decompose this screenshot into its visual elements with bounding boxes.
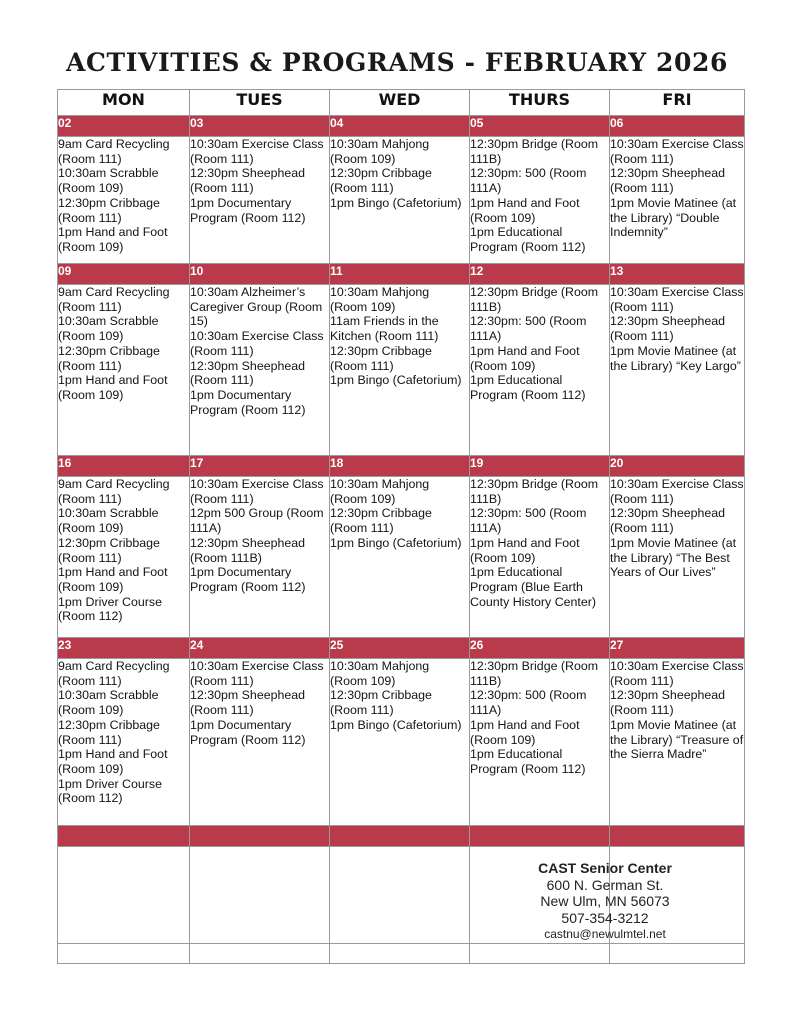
event-item: 10:30am Exercise Class (Room 111) <box>190 659 324 688</box>
date-number: 20 <box>610 456 745 477</box>
event-item: 12:30pm Cribbage (Room 111) <box>58 343 160 373</box>
event-item: 10:30am Exercise Class (Room 111) <box>610 477 744 506</box>
event-item: 1pm Driver Course (Room 112) <box>58 776 162 806</box>
day-cell <box>330 659 470 826</box>
day-cell <box>610 659 745 826</box>
weekday-fri: FRI <box>610 90 745 116</box>
event-item: 12:30pm Cribbage (Room 111) <box>330 688 432 718</box>
date-number: 06 <box>610 116 745 137</box>
event-item: 1pm Hand and Foot (Room 109) <box>470 195 580 225</box>
event-item: 1pm Educational Program (Room 112) <box>470 373 586 402</box>
event-item: 12:30pm Sheephead (Room 111) <box>190 358 306 388</box>
date-number: 04 <box>330 116 470 137</box>
event-item: 11am Friends in the Kitchen (Room 111) <box>330 314 439 344</box>
event-item: 12:30pm Sheephead (Room 111) <box>610 166 726 196</box>
event-item: 1pm Bingo (Cafetorium) <box>330 195 462 210</box>
center-email: castnu@newulmtel.net <box>544 927 666 941</box>
bottom-row <box>58 944 745 964</box>
date-number: 23 <box>58 638 190 659</box>
event-item: 1pm Bingo (Cafetorium) <box>330 373 462 388</box>
day-cell <box>58 137 190 264</box>
center-name: CAST Senior Center <box>538 860 672 876</box>
event-item: 9am Card Recycling (Room 111) <box>58 137 170 166</box>
event-item: 10:30am Exercise Class (Room 111) <box>610 137 744 166</box>
event-item: 12:30pm Bridge (Room 111B) <box>470 285 599 314</box>
day-cell <box>190 477 330 638</box>
date-number: 09 <box>58 264 190 285</box>
event-item: 1pm Educational Program (Room 112) <box>470 747 586 776</box>
event-item: 12:30pm Bridge (Room 111B) <box>470 477 599 506</box>
day-cell <box>610 285 745 456</box>
day-cell <box>58 285 190 456</box>
event-item: 12:30pm Sheephead (Room 111) <box>190 166 306 196</box>
date-number: 16 <box>58 456 190 477</box>
date-number: 24 <box>190 638 330 659</box>
event-item: 12:30pm Cribbage (Room 111) <box>330 343 432 373</box>
day-cell <box>190 659 330 826</box>
date-cell-empty <box>470 826 610 847</box>
date-cell-empty <box>190 826 330 847</box>
event-item: 10:30am Mahjong (Room 109) <box>330 659 430 688</box>
event-item: 12:30pm Sheephead (Room 111) <box>190 688 306 718</box>
day-cell <box>190 285 330 456</box>
weekday-thurs: THURS <box>470 90 610 116</box>
date-cell-empty <box>610 826 745 847</box>
event-item: 1pm Documentary Program (Room 112) <box>190 195 306 225</box>
date-number: 17 <box>190 456 330 477</box>
event-item: 9am Card Recycling (Room 111) <box>58 659 170 688</box>
event-item: 10:30am Exercise Class (Room 111) <box>190 137 324 166</box>
date-bar-row <box>58 638 745 659</box>
event-item: 12:30pm Cribbage (Room 111) <box>330 166 432 196</box>
day-cell <box>330 137 470 264</box>
event-item: 1pm Educational Program (Room 112) <box>470 225 586 254</box>
date-bar-row <box>58 264 745 285</box>
event-item: 10:30am Exercise Class (Room 111) <box>190 329 324 358</box>
date-number: 19 <box>470 456 610 477</box>
empty-cell <box>610 944 745 964</box>
event-item: 10:30am Scrabble (Room 109) <box>58 506 159 536</box>
date-number: 05 <box>470 116 610 137</box>
calendar-body <box>58 116 745 826</box>
empty-cell <box>470 944 610 964</box>
empty-cell <box>58 847 190 944</box>
day-cell <box>330 285 470 456</box>
weekday-wed: WED <box>330 90 470 116</box>
event-item: 12:30pm Sheephead (Room 111B) <box>190 535 306 565</box>
date-bar-row <box>58 116 745 137</box>
event-item: 10:30am Alzheimer’s Caregiver Group (Room 15) <box>190 285 323 329</box>
event-item: 10:30am Mahjong (Room 109) <box>330 137 430 166</box>
event-item: 10:30am Scrabble (Room 109) <box>58 166 159 196</box>
event-item: 1pm Driver Course (Room 112) <box>58 594 162 624</box>
event-item: 1pm Movie Matinee (at the Library) “Treasure of the Sierra Madre” <box>610 717 744 762</box>
center-city: New Ulm, MN 56073 <box>540 893 670 909</box>
event-item: 12:30pm Bridge (Room 111B) <box>470 137 599 166</box>
event-item: 10:30am Exercise Class (Room 111) <box>190 477 324 506</box>
date-number: 25 <box>330 638 470 659</box>
event-item: 1pm Documentary Program (Room 112) <box>190 565 306 594</box>
date-number: 11 <box>330 264 470 285</box>
day-cell <box>58 477 190 638</box>
date-number: 27 <box>610 638 745 659</box>
date-number: 18 <box>330 456 470 477</box>
events-row <box>58 137 745 264</box>
events-row <box>58 659 745 826</box>
event-item: 10:30am Exercise Class (Room 111) <box>610 659 744 688</box>
day-cell <box>610 477 745 638</box>
event-item: 12:30pm Bridge (Room 111B) <box>470 659 599 688</box>
weekday-header-row <box>58 90 745 116</box>
event-item: 1pm Educational Program (Blue Earth County History Center) <box>470 565 597 609</box>
event-item: 1pm Hand and Foot (Room 109) <box>470 535 580 565</box>
event-item: 12:30pm: 500 (Room 111A) <box>470 506 587 536</box>
event-item: 1pm Movie Matinee (at the Library) “Double Indemnity” <box>610 195 737 240</box>
date-cell-empty <box>330 826 470 847</box>
event-item: 10:30am Mahjong (Room 109) <box>330 477 430 506</box>
day-cell <box>470 137 610 264</box>
event-item: 1pm Hand and Foot (Room 109) <box>470 717 580 747</box>
date-number: 03 <box>190 116 330 137</box>
event-item: 1pm Hand and Foot (Room 109) <box>470 343 580 373</box>
date-cell-empty <box>58 826 190 847</box>
event-item: 12:30pm: 500 (Room 111A) <box>470 166 587 196</box>
contact-block <box>500 860 710 943</box>
date-number: 26 <box>470 638 610 659</box>
event-item: 12:30pm Cribbage (Room 111) <box>330 506 432 536</box>
empty-cell <box>58 944 190 964</box>
event-item: 1pm Hand and Foot (Room 109) <box>58 225 168 254</box>
center-address: 600 N. German St. <box>546 876 664 893</box>
date-number: 13 <box>610 264 745 285</box>
empty-cell <box>330 847 470 944</box>
event-item: 1pm Movie Matinee (at the Library) “Key Largo” <box>610 343 741 373</box>
event-item: 1pm Documentary Program (Room 112) <box>190 717 306 747</box>
event-item: 1pm Documentary Program (Room 112) <box>190 387 306 417</box>
events-row <box>58 285 745 456</box>
event-item: 12:30pm Sheephead (Room 111) <box>610 314 726 344</box>
event-item: 9am Card Recycling (Room 111) <box>58 285 170 314</box>
event-item: 1pm Hand and Foot (Room 109) <box>58 373 168 402</box>
events-row <box>58 477 745 638</box>
event-item: 10:30am Scrabble (Room 109) <box>58 688 159 718</box>
event-item: 9am Card Recycling (Room 111) <box>58 477 170 506</box>
day-cell <box>470 477 610 638</box>
day-cell <box>470 659 610 826</box>
event-item: 1pm Hand and Foot (Room 109) <box>58 747 168 776</box>
center-phone: 507-354-3212 <box>561 909 649 926</box>
event-item: 12:30pm Sheephead (Room 111) <box>610 506 726 536</box>
event-item: 10:30am Mahjong (Room 109) <box>330 285 430 314</box>
date-number: 12 <box>470 264 610 285</box>
calendar-grid <box>57 89 745 964</box>
day-cell <box>470 285 610 456</box>
event-item: 12:30pm Cribbage (Room 111) <box>58 195 160 225</box>
empty-cell <box>190 847 330 944</box>
event-item: 1pm Bingo (Cafetorium) <box>330 535 462 550</box>
empty-cell <box>190 944 330 964</box>
date-bar-row <box>58 826 745 847</box>
page-title: ACTIVITIES & PROGRAMS - FEBRUARY 2026 <box>66 48 728 77</box>
event-item: 1pm Movie Matinee (at the Library) “The Best Years of Our Lives” <box>610 535 737 580</box>
day-cell <box>58 659 190 826</box>
weekday-tues: TUES <box>190 90 330 116</box>
day-cell <box>190 137 330 264</box>
day-cell <box>610 137 745 264</box>
event-item: 12:30pm Cribbage (Room 111) <box>58 717 160 747</box>
event-item: 1pm Bingo (Cafetorium) <box>330 717 462 732</box>
event-item: 1pm Hand and Foot (Room 109) <box>58 565 168 594</box>
event-item: 10:30am Exercise Class (Room 111) <box>610 285 744 314</box>
date-bar-row <box>58 456 745 477</box>
event-item: 12:30pm: 500 (Room 111A) <box>470 314 587 344</box>
event-item: 10:30am Scrabble (Room 109) <box>58 314 159 344</box>
event-item: 12:30pm: 500 (Room 111A) <box>470 688 587 718</box>
empty-cell <box>330 944 470 964</box>
date-number: 10 <box>190 264 330 285</box>
event-item: 12:30pm Sheephead (Room 111) <box>610 688 726 718</box>
date-number: 02 <box>58 116 190 137</box>
event-item: 12pm 500 Group (Room 111A) <box>190 506 324 536</box>
day-cell <box>330 477 470 638</box>
event-item: 12:30pm Cribbage (Room 111) <box>58 535 160 565</box>
weekday-mon: MON <box>58 90 190 116</box>
